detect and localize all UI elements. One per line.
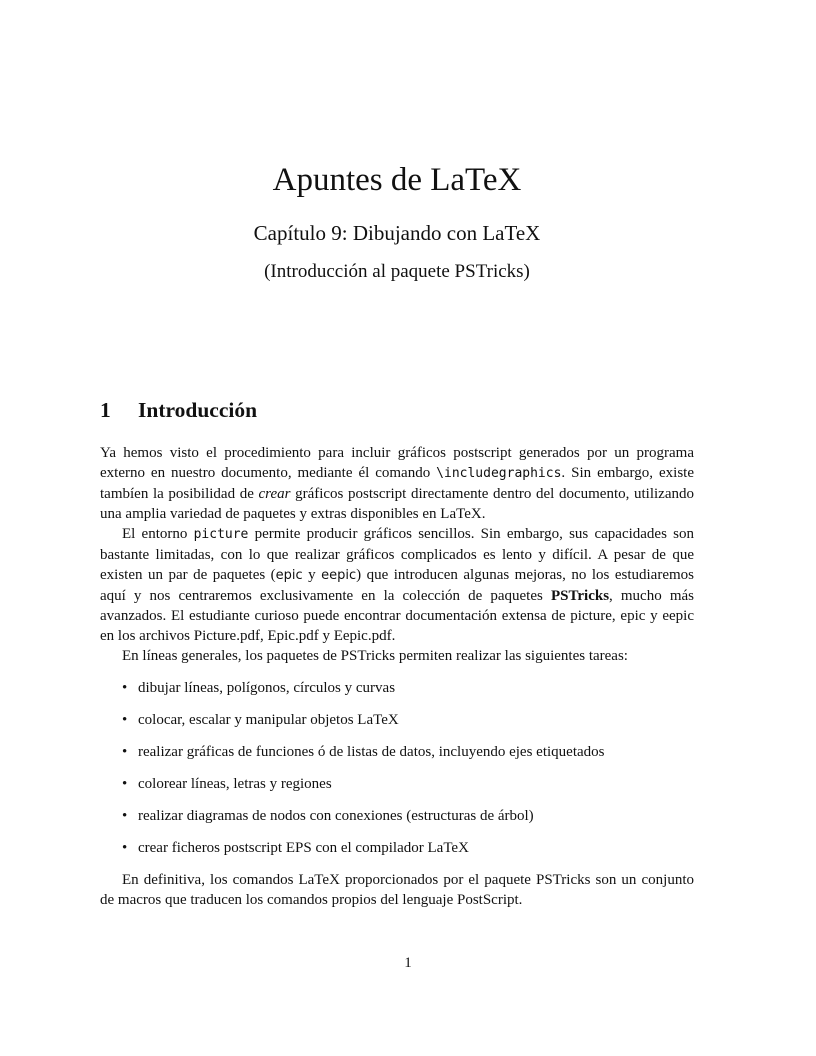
list-item	[100, 710, 694, 730]
list-item	[100, 742, 694, 762]
document-title: Apuntes de LaTeX	[272, 162, 522, 198]
page-number: 1	[404, 955, 412, 971]
p2-text-a: El entorno	[122, 526, 194, 542]
list-item	[100, 774, 694, 794]
p2-text-d: ) que introducen algunas mejoras, no los estudiaremos aquí y nos centraremos exclusivamente en la colección de paquetes	[100, 567, 694, 604]
p1-text-b: . Sin embargo, existe tambíen la posibilidad de	[100, 465, 694, 502]
list-item	[100, 806, 694, 826]
list-item-text: colocar, escalar y manipular objetos LaTeX	[138, 712, 399, 728]
list-item-text: realizar gráficas de funciones ó de listas de datos, incluyendo ejes etiquetados	[138, 744, 605, 760]
paragraph-1	[100, 443, 694, 524]
section-number: 1	[100, 398, 111, 422]
list-item	[100, 838, 694, 858]
epic-package: epic	[275, 568, 303, 583]
chapter-description: (Introducción al paquete PSTricks)	[264, 261, 530, 282]
pstricks-bold: PSTricks	[550, 588, 610, 604]
includegraphics-command: \includegraphics	[436, 466, 562, 481]
bullet-icon: •	[122, 680, 128, 696]
bullet-icon: •	[122, 712, 128, 728]
section-title: Introducción	[138, 398, 258, 422]
paragraph-3: En líneas generales, los paquetes de PSTricks permiten realizar las siguientes tareas:	[122, 648, 628, 664]
p1-text-a: Ya hemos visto el procedimiento para incluir gráficos postscript generados por un programa externo en nuestro documento, mediante él comando	[100, 445, 694, 481]
picture-env: picture	[193, 527, 249, 542]
eepic-package: eepic	[321, 568, 357, 583]
bullet-icon: •	[122, 776, 128, 792]
bullet-icon: •	[122, 808, 128, 824]
section-heading	[100, 398, 694, 423]
p2-text-c: y	[302, 567, 322, 583]
bullet-icon: •	[122, 840, 128, 856]
paragraph-2	[100, 524, 694, 646]
p2-text-b: permite producir gráficos sencillos. Sin embargo, sus capacidades son bastante limitadas, con lo que realizar gráficos complicados es lento y difícil. A pesar de que existen un par de paquetes (	[100, 526, 694, 583]
paragraph-4: En definitiva, los comandos LaTeX proporcionados por el paquete PSTricks son un conjunto de macros que traducen los comandos propios del lenguaje PostScript.	[100, 872, 694, 908]
body-text	[100, 443, 694, 910]
list-item-text: realizar diagramas de nodos con conexiones (estructuras de árbol)	[138, 808, 534, 824]
title-block	[100, 160, 694, 284]
p1-emphasis: crear	[258, 486, 291, 502]
list-item-text: dibujar líneas, polígonos, círculos y curvas	[138, 680, 396, 696]
bullet-icon: •	[122, 744, 128, 760]
chapter-subtitle: Capítulo 9: Dibujando con LaTeX	[253, 221, 541, 245]
list-item-text: crear ficheros postscript EPS con el compilador LaTeX	[138, 840, 469, 856]
task-list	[100, 678, 694, 858]
p2-text-e: , mucho más avanzados. El estudiante curioso puede encontrar documentación extensa de picture, epic y eepic en los archivos Picture.pdf, Epic.pdf y Eepic.pdf.	[100, 588, 694, 644]
list-item	[100, 678, 694, 698]
p1-text-c: gráficos postscript directamente dentro del documento, utilizando una amplia variedad de paquetes y extras disponibles en LaTeX.	[100, 486, 694, 522]
list-item-text: colorear líneas, letras y regiones	[138, 776, 332, 792]
